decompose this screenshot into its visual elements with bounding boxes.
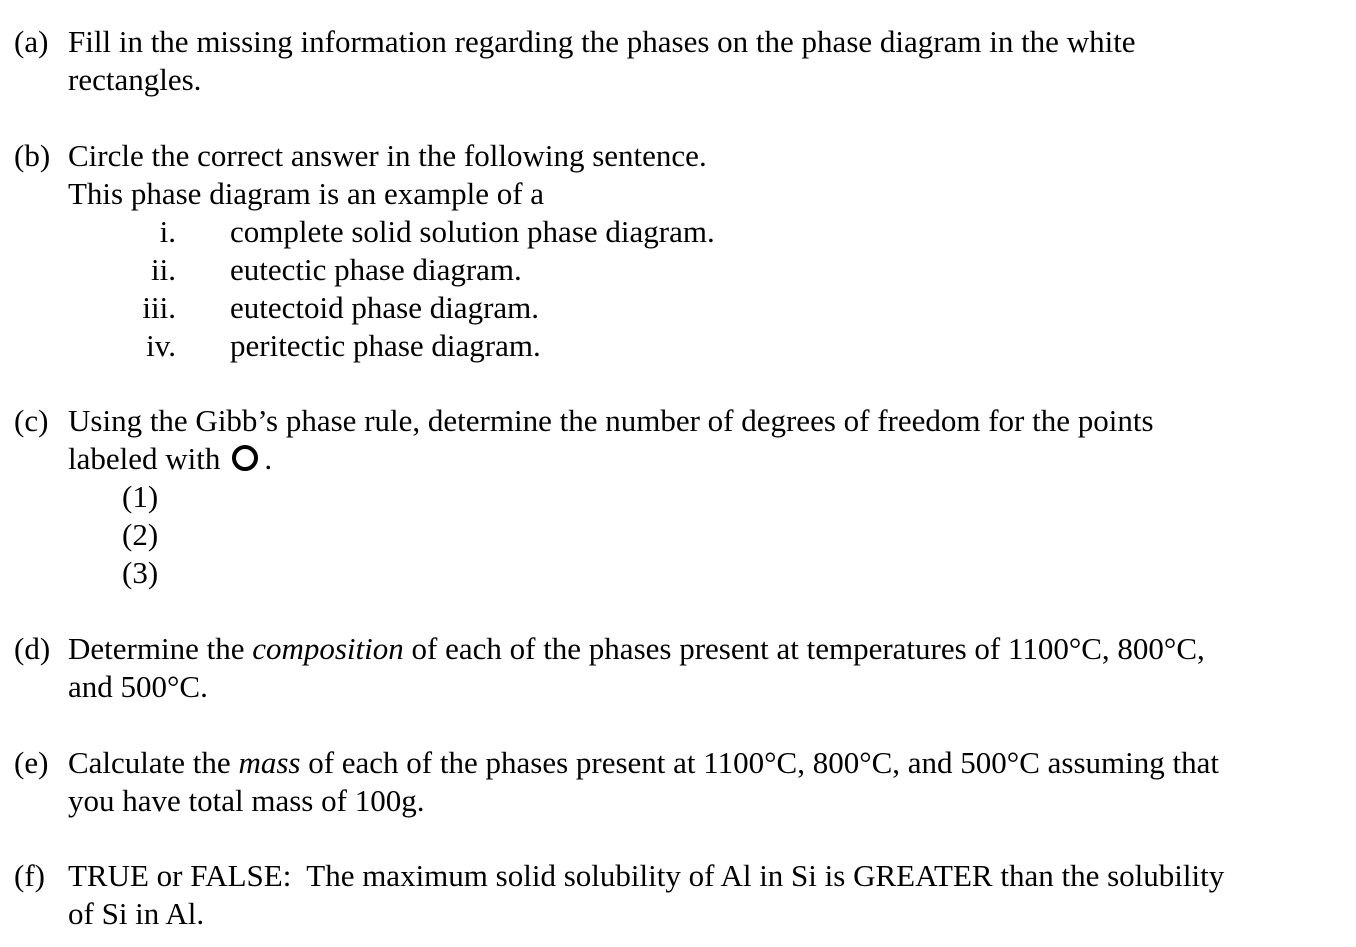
- question-e-text-line1: [68, 744, 1219, 782]
- question-a-text-line1: Fill in the missing information regarding the phases on the phase diagram in the white: [68, 24, 1136, 59]
- question-e-pre: Calculate the: [68, 745, 239, 780]
- option-numeral-ii: ii.: [151, 252, 176, 287]
- question-c-text-line2: [68, 440, 272, 478]
- question-f-text-line2: of Si in Al.: [68, 896, 205, 931]
- question-e-label: (e): [14, 745, 49, 780]
- question-a-label: (a): [14, 24, 49, 59]
- question-f-text-line1: TRUE or FALSE: The maximum solid solubility of Al in Si is GREATER than the solubility: [68, 858, 1225, 893]
- option-numeral-iii: iii.: [142, 290, 176, 325]
- question-d-emphasis: composition: [252, 631, 404, 666]
- point-label-1: (1): [122, 479, 159, 514]
- question-c-text-line1: Using the Gibb’s phase rule, determine the number of degrees of freedom for the points: [68, 403, 1154, 438]
- option-text-iv: peritectic phase diagram.: [230, 328, 541, 363]
- question-a-text-line2: rectangles.: [68, 62, 202, 97]
- question-d-text-line1: [68, 630, 1205, 668]
- question-f-label: (f): [14, 858, 45, 893]
- question-c-label: (c): [14, 403, 49, 438]
- question-d-label: (d): [14, 631, 51, 666]
- option-text-iii: eutectoid phase diagram.: [230, 290, 540, 325]
- circle-marker-icon: [232, 445, 258, 471]
- question-c-line2-text: labeled with: [68, 441, 221, 476]
- point-label-2: (2): [122, 517, 159, 552]
- question-e-text-line2: you have total mass of 100g.: [68, 783, 425, 818]
- option-text-i: complete solid solution phase diagram.: [230, 214, 715, 249]
- question-d-pre: Determine the: [68, 631, 253, 666]
- question-e-emphasis: mass: [238, 745, 301, 780]
- point-label-3: (3): [122, 555, 159, 590]
- option-numeral-i: i.: [159, 214, 176, 249]
- question-e-post: of each of the phases present at 1100°C, 800°C, and 500°C assuming that: [300, 745, 1219, 780]
- question-d-text-line2: and 500°C.: [68, 669, 208, 704]
- question-d-post: of each of the phases present at temperatures of 1100°C, 800°C,: [403, 631, 1205, 666]
- question-b-text-line1: Circle the correct answer in the following sentence.: [68, 138, 707, 173]
- question-b-label: (b): [14, 138, 51, 173]
- question-b-text-line2: This phase diagram is an example of a: [68, 176, 545, 211]
- option-numeral-iv: iv.: [146, 328, 176, 363]
- option-text-ii: eutectic phase diagram.: [230, 252, 522, 287]
- question-c-line2-period: .: [264, 441, 273, 476]
